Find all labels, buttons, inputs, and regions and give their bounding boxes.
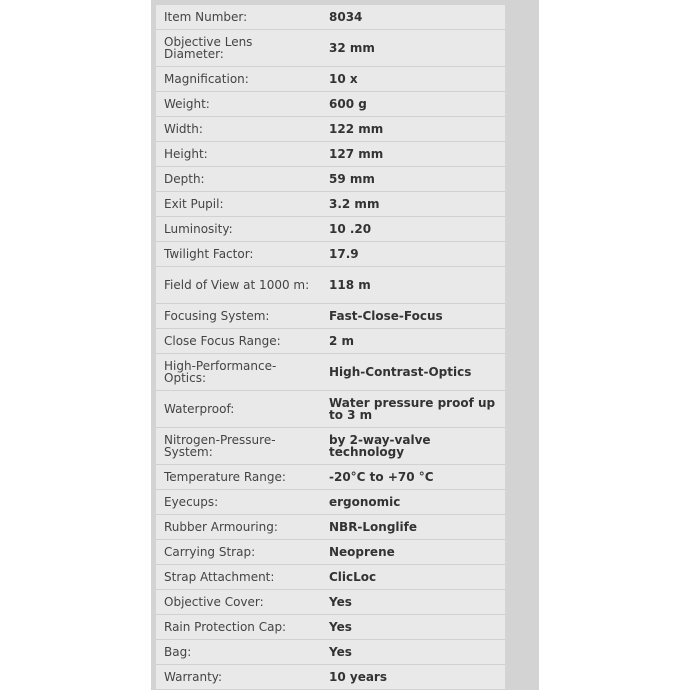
- spec-value: 8034: [321, 5, 505, 30]
- spec-label: Strap Attachment:: [156, 565, 321, 590]
- spec-row-nitrogen-pressure-system: [156, 428, 505, 465]
- spec-label: Objective Cover:: [156, 590, 321, 615]
- spec-row-magnification: [156, 67, 505, 92]
- spec-label: Height:: [156, 142, 321, 167]
- spec-value: -20°C to +70 °C: [321, 465, 505, 490]
- spec-row-temperature-range: [156, 465, 505, 490]
- spec-label: Width:: [156, 117, 321, 142]
- spec-value: Yes: [321, 590, 505, 615]
- spec-row-luminosity: [156, 217, 505, 242]
- spec-value: 32 mm: [321, 30, 505, 67]
- spec-label: Item Number:: [156, 5, 321, 30]
- spec-label: Warranty:: [156, 665, 321, 690]
- spec-value: High-Contrast-Optics: [321, 354, 505, 391]
- spec-value: Yes: [321, 615, 505, 640]
- spec-label: Close Focus Range:: [156, 329, 321, 354]
- spec-row-carrying-strap: [156, 540, 505, 565]
- spec-row-twilight-factor: [156, 242, 505, 267]
- spec-value: 10 years: [321, 665, 505, 690]
- spec-row-objective-cover: [156, 590, 505, 615]
- spec-label: Magnification:: [156, 67, 321, 92]
- spec-row-eyecups: [156, 490, 505, 515]
- spec-value: 10 x: [321, 67, 505, 92]
- spec-value: ergonomic: [321, 490, 505, 515]
- spec-label: Eyecups:: [156, 490, 321, 515]
- spec-label: Nitrogen-Pressure-System:: [156, 428, 321, 465]
- spec-label: Waterproof:: [156, 391, 321, 428]
- spec-label: Luminosity:: [156, 217, 321, 242]
- spec-value: Water pressure proof up to 3 m: [321, 391, 505, 428]
- spec-row-high-performance-optics: [156, 354, 505, 391]
- spec-value: ClicLoc: [321, 565, 505, 590]
- spec-value: 127 mm: [321, 142, 505, 167]
- spec-row-rain-protection-cap: [156, 615, 505, 640]
- spec-label: High-Performance-Optics:: [156, 354, 321, 391]
- spec-row-exit-pupil: [156, 192, 505, 217]
- spec-row-warranty: [156, 665, 505, 690]
- spec-row-height: [156, 142, 505, 167]
- spec-row-item-number: [156, 5, 505, 30]
- spec-row-close-focus-range: [156, 329, 505, 354]
- spec-row-rubber-armouring: [156, 515, 505, 540]
- spec-label: Objective Lens Diameter:: [156, 30, 321, 67]
- spec-value: Neoprene: [321, 540, 505, 565]
- spec-label: Temperature Range:: [156, 465, 321, 490]
- spec-row-strap-attachment: [156, 565, 505, 590]
- spec-label: Carrying Strap:: [156, 540, 321, 565]
- spec-row-waterproof: [156, 391, 505, 428]
- spec-label: Rubber Armouring:: [156, 515, 321, 540]
- spec-row-bag: [156, 640, 505, 665]
- spec-row-width: [156, 117, 505, 142]
- spec-value: NBR-Longlife: [321, 515, 505, 540]
- spec-label: Focusing System:: [156, 304, 321, 329]
- spec-label: Field of View at 1000 m:: [156, 267, 321, 304]
- spec-label: Twilight Factor:: [156, 242, 321, 267]
- spec-label: Bag:: [156, 640, 321, 665]
- spec-row-focusing-system: [156, 304, 505, 329]
- spec-value: 10 .20: [321, 217, 505, 242]
- spec-value: 17.9: [321, 242, 505, 267]
- spec-value: 3.2 mm: [321, 192, 505, 217]
- spec-table: [156, 5, 505, 690]
- spec-row-weight: [156, 92, 505, 117]
- spec-label: Weight:: [156, 92, 321, 117]
- spec-label: Exit Pupil:: [156, 192, 321, 217]
- spec-label: Depth:: [156, 167, 321, 192]
- spec-value: by 2-way-valve technology: [321, 428, 505, 465]
- spec-value: 118 m: [321, 267, 505, 304]
- spec-label: Rain Protection Cap:: [156, 615, 321, 640]
- spec-value: 122 mm: [321, 117, 505, 142]
- spec-row-objective-lens-diameter: [156, 30, 505, 67]
- spec-value: 600 g: [321, 92, 505, 117]
- spec-value: 2 m: [321, 329, 505, 354]
- spec-row-field-of-view: [156, 267, 505, 304]
- spec-value: Yes: [321, 640, 505, 665]
- spec-value: 59 mm: [321, 167, 505, 192]
- spec-row-depth: [156, 167, 505, 192]
- spec-value: Fast-Close-Focus: [321, 304, 505, 329]
